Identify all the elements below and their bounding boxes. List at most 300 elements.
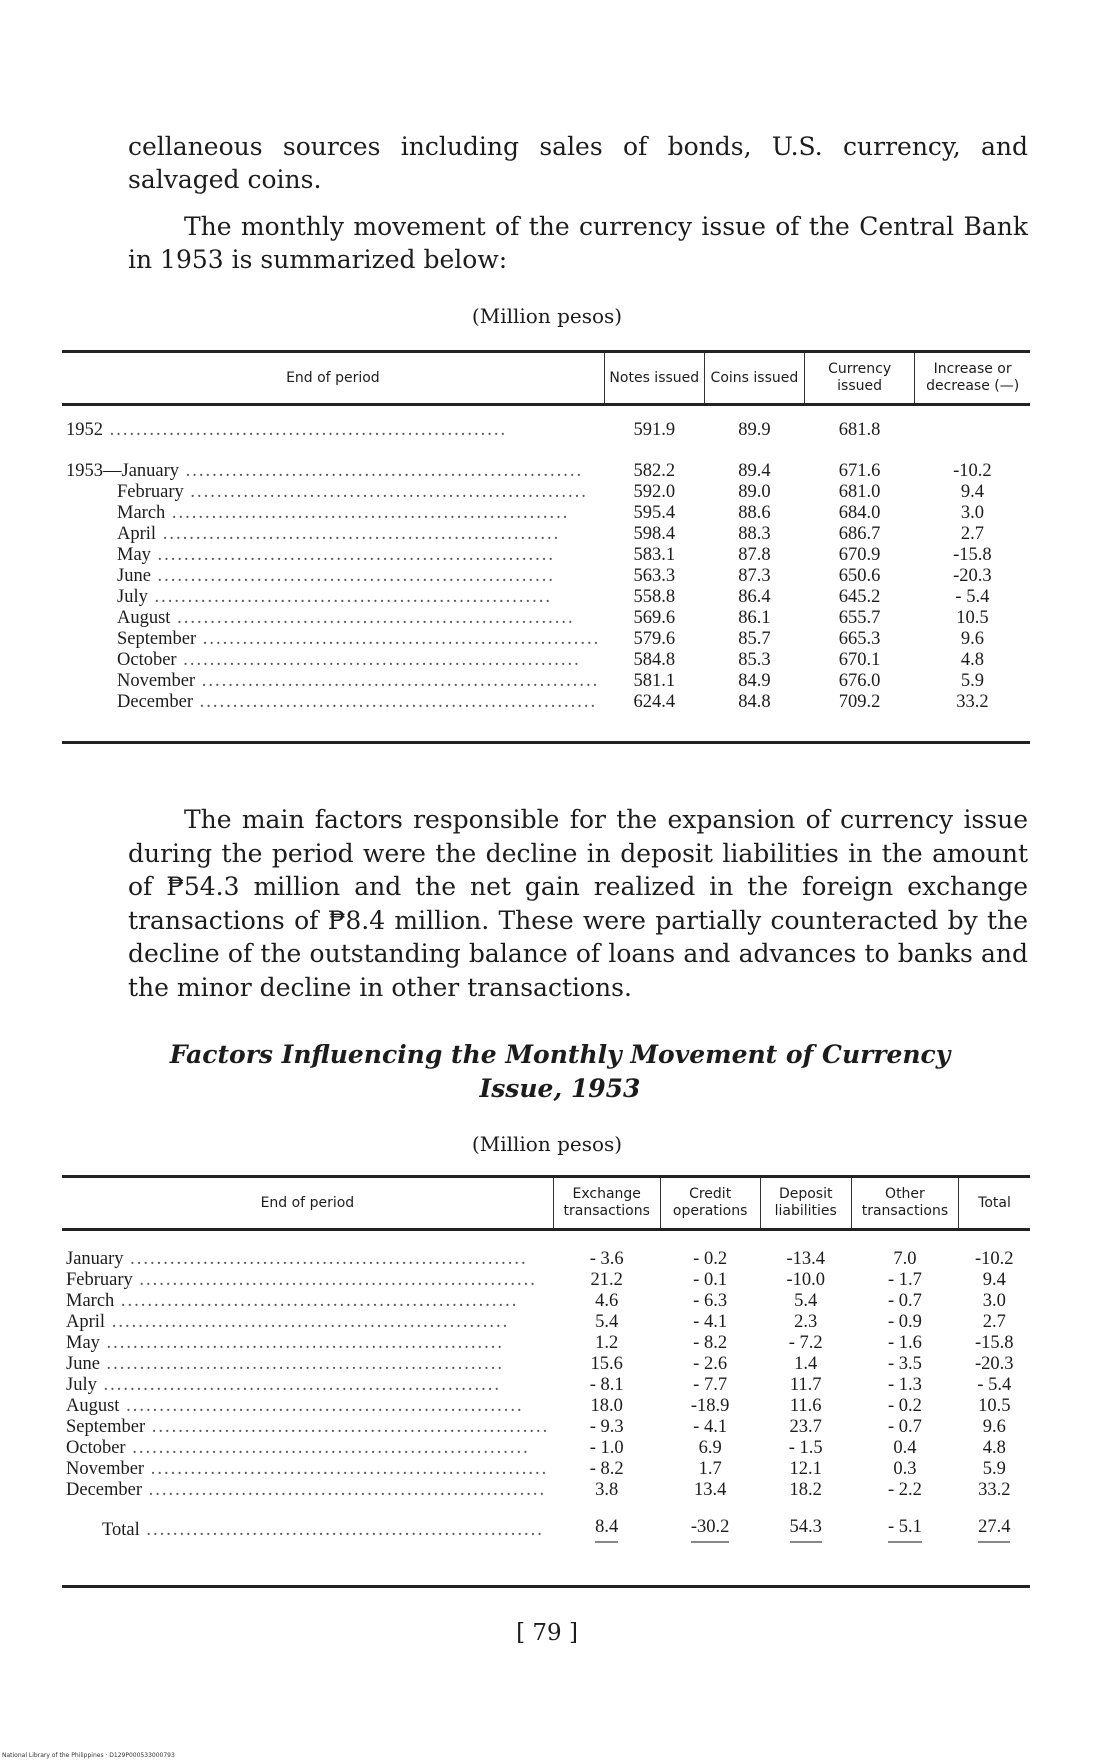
value-cell bbox=[804, 629, 914, 650]
value-cell bbox=[660, 1270, 760, 1291]
cell-value: 645.2 bbox=[838, 587, 881, 607]
t1-header-change: Increase or decrease (—) bbox=[915, 352, 1030, 405]
spacer-cell bbox=[62, 441, 1030, 461]
row-label bbox=[62, 545, 604, 566]
cell-value: 670.1 bbox=[838, 650, 881, 670]
cell-value: 10.5 bbox=[956, 608, 989, 628]
value-cell bbox=[804, 650, 914, 671]
cell-value: 584.8 bbox=[633, 650, 676, 670]
table-row bbox=[62, 671, 1030, 692]
row-label bbox=[62, 566, 604, 587]
value-cell bbox=[804, 608, 914, 629]
value-cell bbox=[660, 1438, 760, 1459]
value-cell bbox=[553, 1438, 660, 1459]
value-cell bbox=[915, 545, 1030, 566]
cell-value: -20.3 bbox=[974, 1354, 1014, 1374]
cell-value: -15.8 bbox=[974, 1333, 1014, 1353]
row-label bbox=[62, 482, 604, 503]
value-cell bbox=[959, 1517, 1030, 1543]
value-cell bbox=[851, 1270, 958, 1291]
value-cell bbox=[851, 1459, 958, 1480]
value-cell bbox=[915, 566, 1030, 587]
cell-value: 579.6 bbox=[633, 629, 676, 649]
value-cell bbox=[660, 1354, 760, 1375]
cell-value: - 5.4 bbox=[977, 1375, 1012, 1395]
row-label bbox=[62, 1459, 553, 1480]
row-label bbox=[62, 1517, 553, 1543]
cell-value: - 0.7 bbox=[887, 1291, 922, 1311]
table2-unit-label: (Million pesos) bbox=[471, 1132, 623, 1156]
cell-value: - 5.1 bbox=[888, 1517, 922, 1543]
leader-dots: ............................................................ bbox=[103, 420, 508, 440]
value-cell bbox=[704, 503, 804, 524]
value-cell bbox=[604, 545, 704, 566]
row-label-text: June bbox=[117, 566, 151, 586]
table-row bbox=[62, 482, 1030, 503]
leader-dots: ............................................................ bbox=[196, 629, 601, 649]
t2-header-credit: Credit operations bbox=[660, 1177, 760, 1230]
leader-dots: ............................................................ bbox=[150, 566, 556, 586]
t2-header-deposit: Deposit liabilities bbox=[760, 1177, 851, 1230]
value-cell bbox=[704, 524, 804, 545]
table-row bbox=[62, 545, 1030, 566]
cell-value: 1.2 bbox=[595, 1333, 619, 1353]
value-cell bbox=[760, 1354, 851, 1375]
value-cell bbox=[915, 461, 1030, 482]
table-row bbox=[62, 1480, 1030, 1501]
value-cell bbox=[660, 1312, 760, 1333]
value-cell bbox=[553, 1354, 660, 1375]
value-cell bbox=[704, 461, 804, 482]
leader-dots: ............................................................ bbox=[156, 524, 561, 544]
t1-header-notes: Notes issued bbox=[604, 352, 704, 405]
leader-dots: ............................................................ bbox=[195, 671, 600, 691]
cell-value: - 0.1 bbox=[693, 1270, 728, 1290]
value-cell bbox=[604, 650, 704, 671]
row-label bbox=[62, 1291, 553, 1312]
cell-value: - 0.9 bbox=[887, 1312, 922, 1332]
value-cell bbox=[760, 1249, 851, 1270]
value-cell bbox=[804, 503, 914, 524]
value-cell bbox=[804, 482, 914, 503]
value-cell bbox=[660, 1459, 760, 1480]
value-cell bbox=[704, 608, 804, 629]
row-label-text: July bbox=[117, 587, 148, 607]
cell-value: 591.9 bbox=[633, 420, 676, 440]
t2-header-total: Total bbox=[959, 1177, 1030, 1230]
value-cell bbox=[553, 1459, 660, 1480]
value-cell bbox=[604, 461, 704, 482]
leader-dots: ............................................................ bbox=[125, 1438, 530, 1458]
cell-value: - 0.2 bbox=[887, 1396, 922, 1416]
value-cell bbox=[553, 1291, 660, 1312]
table-row bbox=[62, 1291, 1030, 1312]
cell-value: 4.6 bbox=[595, 1291, 619, 1311]
cell-value: -18.9 bbox=[690, 1396, 730, 1416]
cell-value: 11.6 bbox=[789, 1396, 822, 1416]
table-row bbox=[62, 1417, 1030, 1438]
cell-value: - 8.2 bbox=[693, 1333, 728, 1353]
table-row bbox=[62, 461, 1030, 482]
leader-dots: ............................................................ bbox=[170, 608, 575, 628]
leader-dots: ............................................................ bbox=[150, 545, 556, 565]
row-label-text: April bbox=[66, 1312, 106, 1332]
leader-dots: ............................................................ bbox=[132, 1270, 537, 1290]
spacer-row bbox=[62, 1501, 1030, 1517]
cell-value: - 1.3 bbox=[887, 1375, 922, 1395]
factors-table bbox=[62, 1175, 1030, 1543]
value-cell bbox=[604, 503, 704, 524]
cell-value: 5.4 bbox=[595, 1312, 619, 1332]
value-cell bbox=[851, 1312, 958, 1333]
cell-value: 3.8 bbox=[595, 1480, 619, 1500]
row-label bbox=[62, 1333, 553, 1354]
cell-value: 3.0 bbox=[982, 1291, 1006, 1311]
paragraph-continuation: cellaneous sources including sales of bonds, U.S. currency, and salvaged coins. bbox=[128, 132, 1028, 194]
cell-value: 10.5 bbox=[978, 1396, 1011, 1416]
value-cell bbox=[604, 587, 704, 608]
value-cell bbox=[704, 671, 804, 692]
row-label-text: April bbox=[117, 524, 157, 544]
cell-value: 0.4 bbox=[893, 1438, 917, 1458]
value-cell bbox=[915, 671, 1030, 692]
leader-dots: ............................................................ bbox=[139, 1519, 544, 1540]
leader-dots: ............................................................ bbox=[99, 1354, 505, 1374]
value-cell bbox=[915, 692, 1030, 713]
table2-bottom-rule bbox=[62, 1585, 1030, 1588]
leader-dots: ............................................................ bbox=[105, 1312, 510, 1332]
value-cell bbox=[553, 1249, 660, 1270]
table-row bbox=[62, 1438, 1030, 1459]
row-label-text: September bbox=[66, 1417, 146, 1437]
cell-value: 85.7 bbox=[738, 629, 771, 649]
cell-value: 2.3 bbox=[794, 1312, 818, 1332]
row-label-text: January bbox=[66, 1249, 124, 1269]
value-cell bbox=[553, 1417, 660, 1438]
row-label-text: 1953—January bbox=[66, 461, 180, 481]
value-cell bbox=[915, 629, 1030, 650]
cell-value: 1.7 bbox=[698, 1459, 722, 1479]
cell-value: 3.0 bbox=[960, 503, 984, 523]
cell-value: 11.7 bbox=[789, 1375, 822, 1395]
t2-header-other: Other transactions bbox=[851, 1177, 958, 1230]
cell-value: 18.0 bbox=[590, 1396, 623, 1416]
scan-credit: National Library of the Philippines · D129P000533000793 bbox=[2, 1752, 175, 1759]
table1-bottom-rule bbox=[62, 741, 1030, 744]
value-cell bbox=[760, 1333, 851, 1354]
cell-value: - 5.4 bbox=[955, 587, 990, 607]
cell-value: 4.8 bbox=[982, 1438, 1006, 1458]
t1-header-coins: Coins issued bbox=[704, 352, 804, 405]
cell-value: 558.8 bbox=[633, 587, 676, 607]
cell-value: 18.2 bbox=[789, 1480, 822, 1500]
value-cell bbox=[959, 1291, 1030, 1312]
row-label-text: December bbox=[66, 1480, 143, 1500]
cell-value: 9.6 bbox=[982, 1417, 1006, 1437]
cell-value: - 8.2 bbox=[589, 1459, 624, 1479]
value-cell bbox=[959, 1480, 1030, 1501]
cell-value: 85.3 bbox=[738, 650, 771, 670]
value-cell bbox=[851, 1333, 958, 1354]
table-row bbox=[62, 1354, 1030, 1375]
row-label-text: May bbox=[66, 1333, 100, 1353]
leader-dots: ............................................................ bbox=[99, 1333, 505, 1353]
row-label-text: December bbox=[117, 692, 194, 712]
cell-value: 582.2 bbox=[633, 461, 676, 481]
cell-value: 87.3 bbox=[738, 566, 771, 586]
cell-value: - 0.2 bbox=[693, 1249, 728, 1269]
table2-title: Factors Influencing the Monthly Movement of Currency Issue, 1953 bbox=[169, 1040, 951, 1103]
leader-dots: ............................................................ bbox=[123, 1249, 528, 1269]
cell-value: 709.2 bbox=[838, 692, 881, 712]
row-label-text: 1952 bbox=[66, 420, 103, 440]
cell-value: - 4.1 bbox=[693, 1312, 728, 1332]
cell-value: 86.1 bbox=[738, 608, 771, 628]
value-cell bbox=[804, 420, 914, 441]
cell-value: 592.0 bbox=[633, 482, 676, 502]
cell-value: 9.4 bbox=[982, 1270, 1006, 1290]
table-row bbox=[62, 524, 1030, 545]
cell-value: 33.2 bbox=[956, 692, 989, 712]
value-cell bbox=[660, 1249, 760, 1270]
cell-value: -30.2 bbox=[691, 1517, 730, 1543]
value-cell bbox=[604, 608, 704, 629]
value-cell bbox=[604, 629, 704, 650]
currency-issue-table bbox=[62, 350, 1030, 713]
value-cell bbox=[915, 482, 1030, 503]
value-cell bbox=[704, 545, 804, 566]
row-label-text: July bbox=[66, 1375, 97, 1395]
leader-dots: ............................................................ bbox=[147, 587, 552, 607]
row-label-text: October bbox=[66, 1438, 126, 1458]
row-label bbox=[62, 503, 604, 524]
cell-value: 670.9 bbox=[838, 545, 881, 565]
value-cell bbox=[704, 629, 804, 650]
cell-value: 569.6 bbox=[633, 608, 676, 628]
value-cell bbox=[553, 1396, 660, 1417]
value-cell bbox=[804, 566, 914, 587]
value-cell bbox=[604, 524, 704, 545]
value-cell bbox=[760, 1438, 851, 1459]
cell-value: 87.8 bbox=[738, 545, 771, 565]
value-cell bbox=[760, 1459, 851, 1480]
cell-value: 598.4 bbox=[633, 524, 676, 544]
cell-value: -13.4 bbox=[786, 1249, 825, 1269]
row-label bbox=[62, 1396, 553, 1417]
leader-dots: ............................................................ bbox=[193, 692, 598, 712]
spacer-row bbox=[62, 441, 1030, 461]
paragraph-intro-table: The monthly movement of the currency issue of the Central Bank in 1953 is summarized below: bbox=[128, 212, 1028, 274]
table-row bbox=[62, 1459, 1030, 1480]
value-cell bbox=[553, 1312, 660, 1333]
row-label bbox=[62, 692, 604, 713]
cell-value: 4.8 bbox=[960, 650, 984, 670]
cell-value: - 3.6 bbox=[589, 1249, 624, 1269]
leader-dots: ............................................................ bbox=[119, 1396, 524, 1416]
cell-value: 89.0 bbox=[738, 482, 771, 502]
value-cell bbox=[553, 1375, 660, 1396]
cell-value: 2.7 bbox=[982, 1312, 1006, 1332]
value-cell bbox=[553, 1270, 660, 1291]
value-cell bbox=[804, 545, 914, 566]
cell-value: 84.8 bbox=[738, 692, 771, 712]
cell-value: 15.6 bbox=[590, 1354, 623, 1374]
table-row bbox=[62, 608, 1030, 629]
value-cell bbox=[760, 1396, 851, 1417]
value-cell bbox=[760, 1375, 851, 1396]
row-label bbox=[62, 1312, 553, 1333]
cell-value: 13.4 bbox=[693, 1480, 727, 1500]
value-cell bbox=[804, 524, 914, 545]
value-cell bbox=[760, 1417, 851, 1438]
value-cell bbox=[915, 587, 1030, 608]
spacer-cell bbox=[62, 1230, 1030, 1250]
value-cell bbox=[959, 1396, 1030, 1417]
cell-value: - 2.2 bbox=[887, 1480, 922, 1500]
row-label bbox=[62, 1270, 553, 1291]
value-cell bbox=[959, 1312, 1030, 1333]
leader-dots: ............................................................ bbox=[165, 503, 570, 523]
row-label bbox=[62, 650, 604, 671]
cell-value: - 1.0 bbox=[589, 1438, 624, 1458]
value-cell bbox=[851, 1480, 958, 1501]
row-label bbox=[62, 461, 604, 482]
page-number: [ 79 ] bbox=[516, 1620, 578, 1646]
cell-value: 8.4 bbox=[595, 1517, 618, 1543]
cell-value: - 8.1 bbox=[589, 1375, 624, 1395]
row-label-text: October bbox=[117, 650, 177, 670]
table1-header-row bbox=[62, 352, 1030, 405]
t1-header-period: End of period bbox=[62, 352, 604, 405]
row-label bbox=[62, 1249, 553, 1270]
table-row bbox=[62, 587, 1030, 608]
value-cell bbox=[660, 1375, 760, 1396]
cell-value: 7.0 bbox=[893, 1249, 917, 1269]
value-cell bbox=[915, 420, 1030, 441]
table-row bbox=[62, 650, 1030, 671]
value-cell bbox=[915, 650, 1030, 671]
value-cell bbox=[804, 671, 914, 692]
cell-value: 89.4 bbox=[738, 461, 771, 481]
row-label bbox=[62, 671, 604, 692]
cell-value: 12.1 bbox=[789, 1459, 822, 1479]
row-label-text: August bbox=[66, 1396, 120, 1416]
leader-dots: ............................................................ bbox=[144, 1459, 549, 1479]
value-cell bbox=[604, 692, 704, 713]
cell-value: - 1.5 bbox=[788, 1438, 823, 1458]
value-cell bbox=[804, 461, 914, 482]
row-label bbox=[62, 1354, 553, 1375]
value-cell bbox=[851, 1517, 958, 1543]
value-cell bbox=[660, 1480, 760, 1501]
row-label bbox=[62, 1375, 553, 1396]
value-cell bbox=[604, 482, 704, 503]
cell-value: - 4.1 bbox=[693, 1417, 728, 1437]
paragraph-factors: The main factors responsible for the expansion of currency issue during the period were the decline in deposit liabilities in the amount of ₱54.3 million and the net gain realized in the foreign exchange transactions of ₱8.4 million. These were partially counteracted by the decline of the outstanding balance of loans and advances to banks and the minor decline in other transactions. bbox=[128, 805, 1028, 1002]
value-cell bbox=[704, 692, 804, 713]
value-cell bbox=[804, 587, 914, 608]
value-cell bbox=[851, 1438, 958, 1459]
value-cell bbox=[660, 1291, 760, 1312]
spacer-row bbox=[62, 405, 1030, 421]
row-label bbox=[62, 608, 604, 629]
value-cell bbox=[553, 1480, 660, 1501]
cell-value: 684.0 bbox=[838, 503, 881, 523]
cell-value: 9.6 bbox=[960, 629, 984, 649]
cell-value: 88.3 bbox=[738, 524, 771, 544]
value-cell bbox=[760, 1291, 851, 1312]
table-row bbox=[62, 503, 1030, 524]
cell-value: 1.4 bbox=[794, 1354, 818, 1374]
table-row bbox=[62, 1312, 1030, 1333]
spacer-cell bbox=[62, 1501, 1030, 1517]
cell-value: 655.7 bbox=[838, 608, 881, 628]
row-label bbox=[62, 629, 604, 650]
value-cell bbox=[553, 1333, 660, 1354]
table-row bbox=[62, 629, 1030, 650]
table-row bbox=[62, 1396, 1030, 1417]
cell-value: - 3.5 bbox=[887, 1354, 922, 1374]
table2-header-row bbox=[62, 1177, 1030, 1230]
value-cell bbox=[760, 1480, 851, 1501]
spacer-cell bbox=[62, 405, 1030, 421]
table-row bbox=[62, 1333, 1030, 1354]
cell-value: - 1.7 bbox=[887, 1270, 922, 1290]
cell-value: 671.6 bbox=[838, 461, 881, 481]
cell-value: 595.4 bbox=[633, 503, 676, 523]
table-row bbox=[62, 1375, 1030, 1396]
cell-value: - 9.3 bbox=[589, 1417, 624, 1437]
row-label bbox=[62, 420, 604, 441]
cell-value: 686.7 bbox=[838, 524, 881, 544]
cell-value: 89.9 bbox=[738, 420, 771, 440]
cell-value: 84.9 bbox=[738, 671, 771, 691]
value-cell bbox=[959, 1375, 1030, 1396]
value-cell bbox=[851, 1249, 958, 1270]
cell-value: 23.7 bbox=[789, 1417, 822, 1437]
spacer-row bbox=[62, 1230, 1030, 1250]
leader-dots: ............................................................ bbox=[183, 482, 588, 502]
cell-value: 6.9 bbox=[698, 1438, 722, 1458]
row-label bbox=[62, 587, 604, 608]
cell-value: 88.6 bbox=[738, 503, 771, 523]
value-cell bbox=[760, 1517, 851, 1543]
value-cell bbox=[851, 1375, 958, 1396]
value-cell bbox=[760, 1312, 851, 1333]
row-label-text: November bbox=[117, 671, 196, 691]
cell-value: 581.1 bbox=[633, 671, 676, 691]
cell-value: 9.4 bbox=[960, 482, 984, 502]
cell-value: - 0.7 bbox=[887, 1417, 922, 1437]
cell-value: - 6.3 bbox=[693, 1291, 728, 1311]
row-label bbox=[62, 1480, 553, 1501]
cell-value: 5.4 bbox=[794, 1291, 818, 1311]
cell-value: - 2.6 bbox=[693, 1354, 728, 1374]
cell-value: - 1.6 bbox=[887, 1333, 922, 1353]
value-cell bbox=[959, 1417, 1030, 1438]
value-cell bbox=[604, 671, 704, 692]
value-cell bbox=[604, 566, 704, 587]
row-label-text: Total bbox=[102, 1519, 140, 1540]
cell-value: 86.4 bbox=[738, 587, 771, 607]
value-cell bbox=[959, 1333, 1030, 1354]
table1-unit-label: (Million pesos) bbox=[471, 304, 623, 328]
t2-header-exchange: Exchange transactions bbox=[553, 1177, 660, 1230]
row-label-text: September bbox=[117, 629, 197, 649]
row-label-text: March bbox=[117, 503, 166, 523]
leader-dots: ............................................................ bbox=[114, 1291, 519, 1311]
cell-value: 624.4 bbox=[633, 692, 676, 712]
